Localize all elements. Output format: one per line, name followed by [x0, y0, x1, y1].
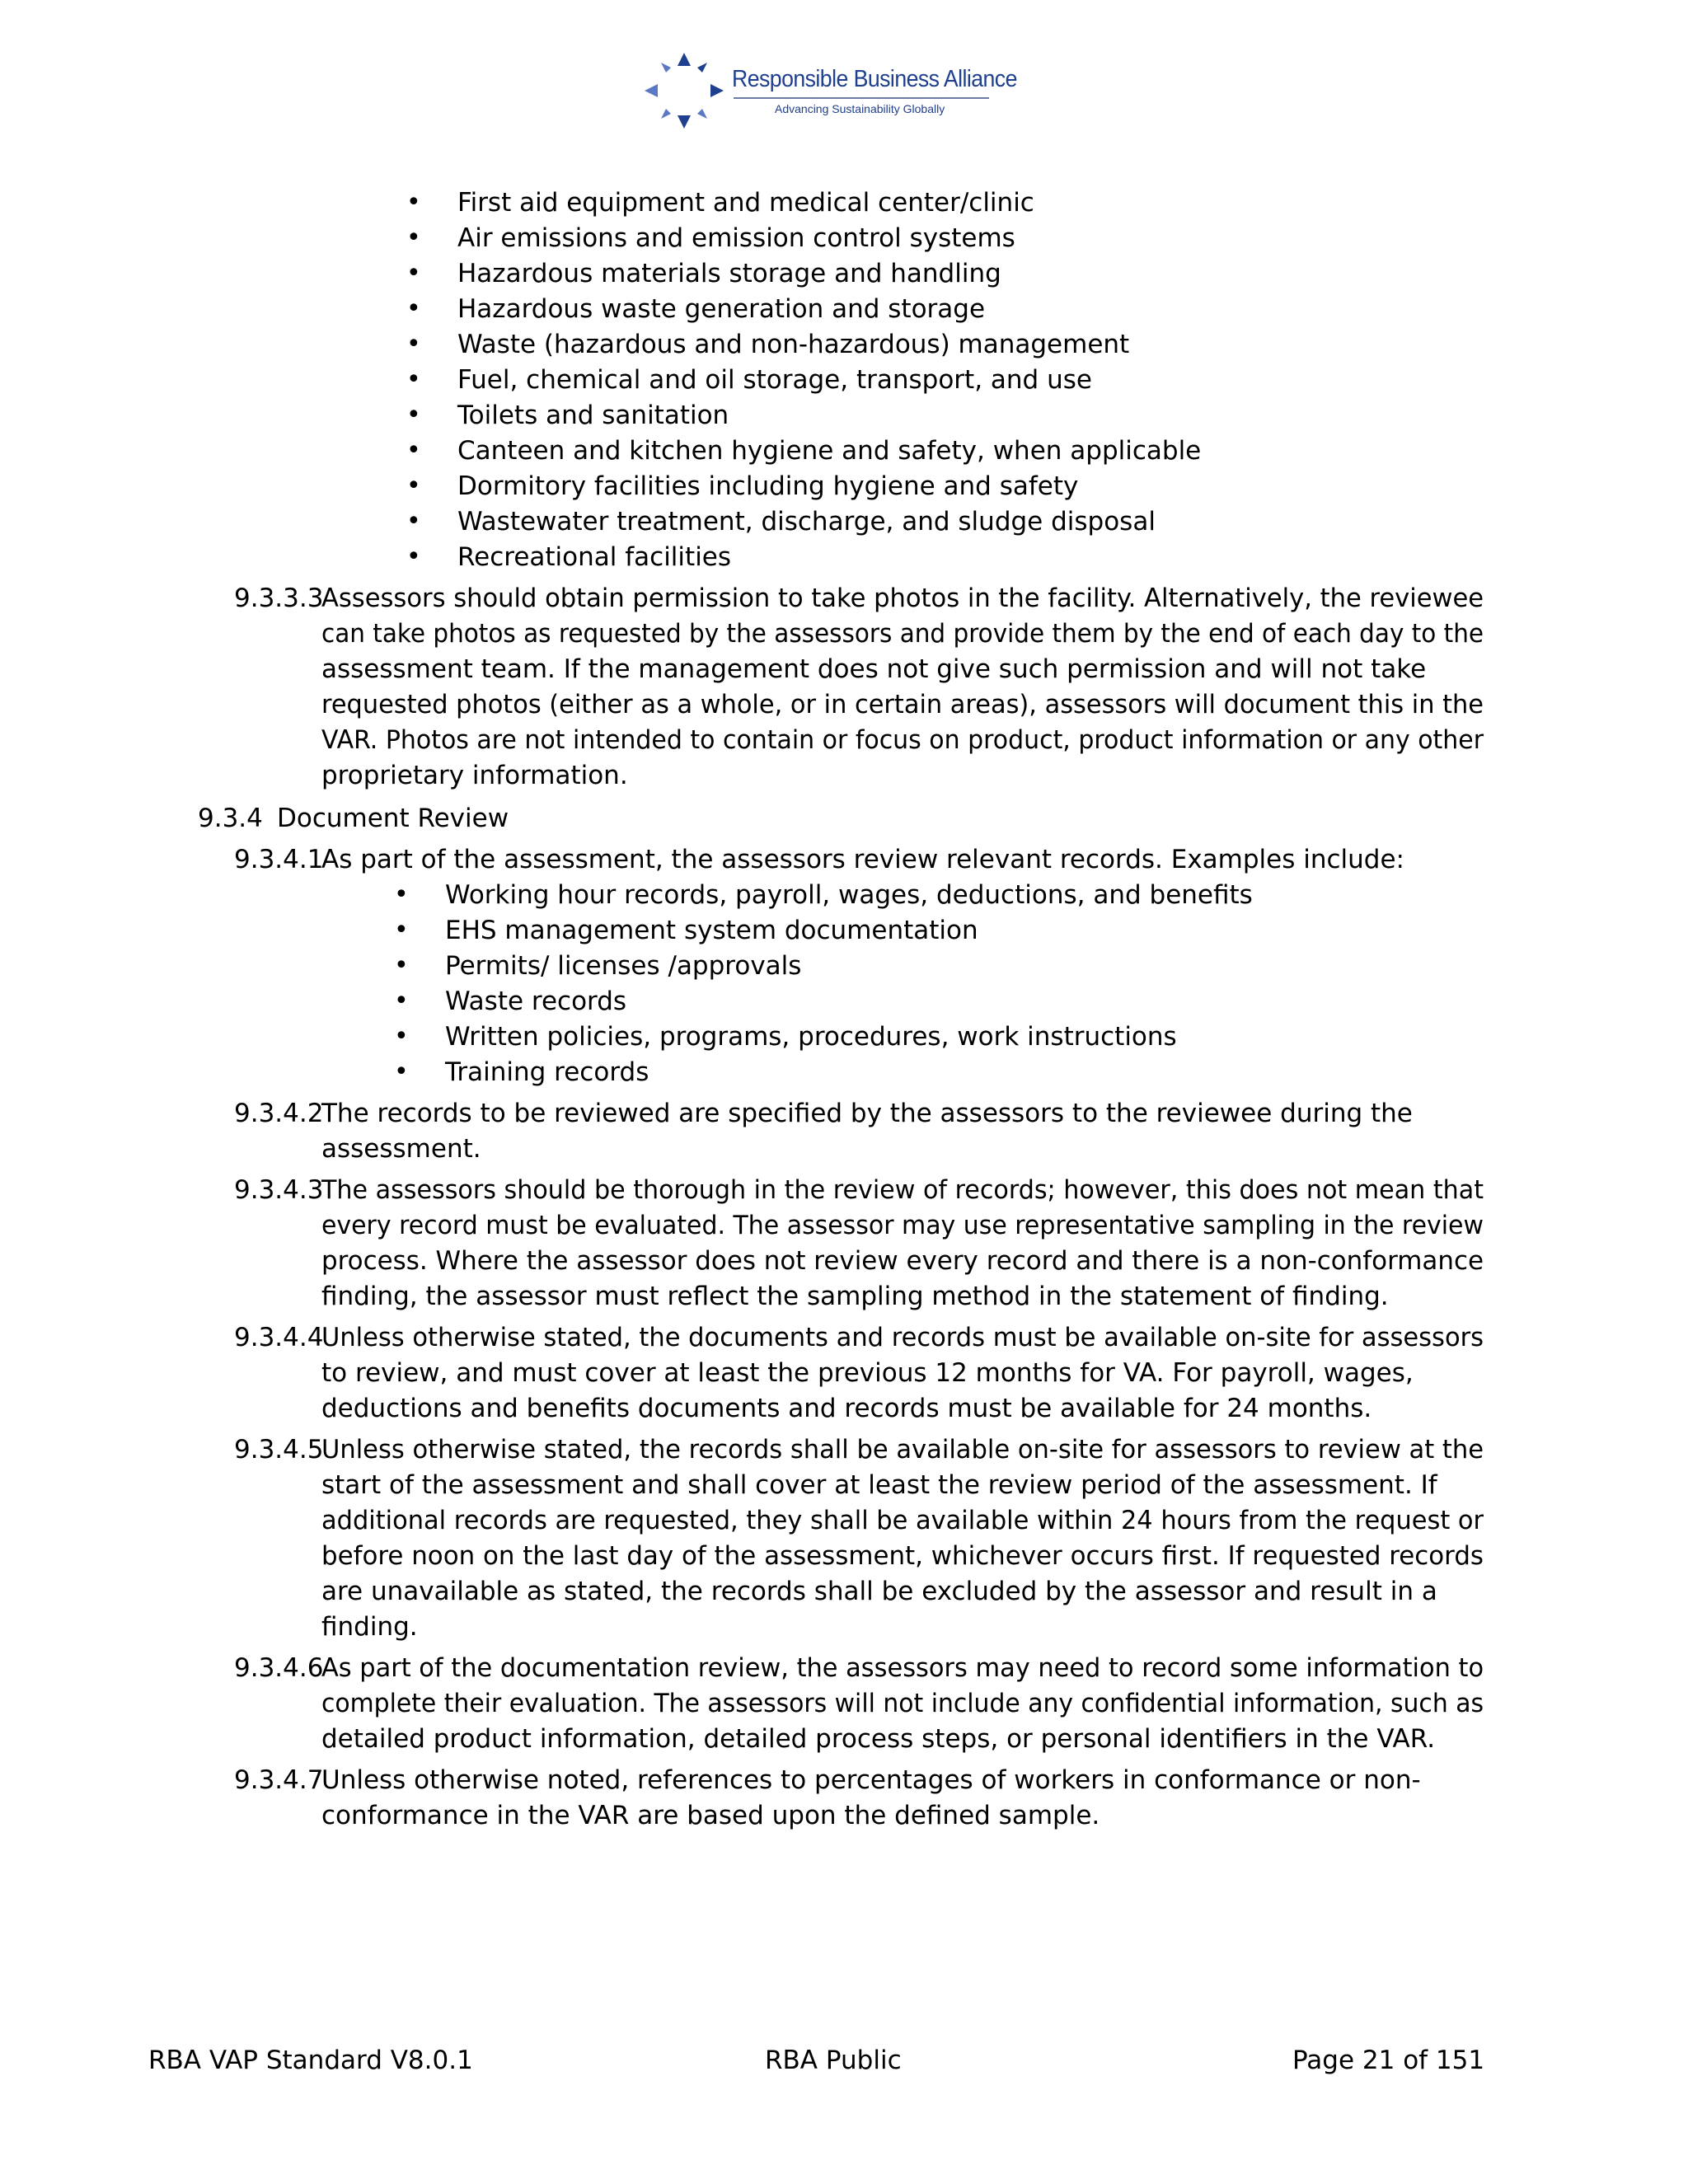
logo-divider [734, 97, 989, 99]
paragraph-line: start of the assessment and shall cover at least the review period of the assessment. If [321, 1470, 1437, 1500]
bullet-icon: • [406, 542, 421, 571]
paragraph-line: finding. [321, 1612, 418, 1642]
paragraph-line: Unless otherwise noted, references to percentages of workers in conformance or non- [321, 1765, 1421, 1795]
list-item: EHS management system documentation [445, 916, 978, 945]
paragraph-line: can take photos as requested by the assessors and provide them by the end of each day to the [321, 619, 1484, 649]
bullet-icon: • [394, 951, 409, 980]
clause-number: 9.3.4.7 [234, 1765, 324, 1795]
list-item: Permits/ licenses /approvals [445, 951, 802, 981]
footer-document-title: RBA VAP Standard V8.0.1 [148, 2046, 473, 2075]
paragraph-line: Unless otherwise stated, the records shall be available on-site for assessors to review at the [321, 1435, 1484, 1465]
paragraph-line: As part of the assessment, the assessors review relevant records. Examples include: [321, 845, 1405, 874]
bullet-icon: • [406, 259, 421, 288]
paragraph-line: Unless otherwise stated, the documents and records must be available on-site for assessors [321, 1323, 1484, 1352]
list-item: Canteen and kitchen hygiene and safety, when applicable [457, 436, 1202, 466]
bullet-icon: • [406, 223, 421, 252]
list-item: Toilets and sanitation [457, 401, 729, 430]
paragraph-line: process. Where the assessor does not review every record and there is a non-conformance [321, 1246, 1484, 1276]
clause-number: 9.3.4.3 [234, 1175, 324, 1205]
list-item: Recreational facilities [457, 542, 732, 572]
list-item: Training records [445, 1057, 649, 1087]
list-item: Waste (hazardous and non-hazardous) management [457, 330, 1130, 359]
clause-number: 9.3.4.2 [234, 1099, 324, 1128]
paragraph-line: As part of the documentation review, the assessors may need to record some information to [321, 1653, 1484, 1683]
paragraph-line: The assessors should be thorough in the review of records; however, this does not mean that [321, 1175, 1484, 1205]
list-item: Hazardous materials storage and handling [457, 259, 1001, 288]
paragraph-line: to review, and must cover at least the previous 12 months for VA. For payroll, wages, [321, 1358, 1414, 1388]
list-item: Dormitory facilities including hygiene and safety [457, 471, 1079, 501]
paragraph-line: are unavailable as stated, the records shall be excluded by the assessor and result in a [321, 1577, 1437, 1606]
bullet-icon: • [406, 330, 421, 359]
footer-page-number: Page 21 of 151 [1292, 2046, 1485, 2075]
paragraph-line: complete their evaluation. The assessors will not include any confidential information, such as [321, 1689, 1484, 1718]
list-item: Working hour records, payroll, wages, deductions, and benefits [445, 880, 1253, 910]
list-item: Waste records [445, 987, 627, 1016]
bullet-icon: • [406, 471, 421, 500]
paragraph-line: proprietary information. [321, 761, 628, 790]
list-item: Fuel, chemical and oil storage, transport, and use [457, 365, 1092, 395]
bullet-icon: • [394, 1057, 409, 1086]
paragraph-line: detailed product information, detailed process steps, or personal identifiers in the VAR. [321, 1724, 1436, 1754]
rba-logo [643, 48, 1017, 134]
clause-number: 9.3.4.4 [234, 1323, 324, 1352]
paragraph-line: before noon on the last day of the assessment, whichever occurs first. If requested records [321, 1541, 1484, 1571]
org-tagline: Advancing Sustainability Globally [775, 102, 945, 115]
list-item: Hazardous waste generation and storage [457, 294, 986, 324]
section-number: 9.3.4 [198, 804, 263, 833]
bullet-icon: • [406, 507, 421, 536]
paragraph-line: Assessors should obtain permission to take photos in the facility. Alternatively, the reviewee [321, 583, 1484, 613]
list-item: Wastewater treatment, discharge, and sludge disposal [457, 507, 1156, 537]
paragraph-line: additional records are requested, they shall be available within 24 hours from the request or [321, 1506, 1484, 1535]
list-item: First aid equipment and medical center/clinic [457, 188, 1034, 218]
paragraph-line: requested photos (either as a whole, or in certain areas), assessors will document this in the [321, 690, 1484, 719]
paragraph-line: finding, the assessor must reflect the sampling method in the statement of finding. [321, 1282, 1389, 1311]
bullet-icon: • [406, 436, 421, 465]
clause-number: 9.3.4.5 [234, 1435, 324, 1465]
footer-classification: RBA Public [765, 2046, 902, 2075]
bullet-icon: • [394, 916, 409, 944]
paragraph-line: assessment. [321, 1134, 481, 1164]
list-item: Air emissions and emission control systems [457, 223, 1015, 253]
paragraph-line: deductions and benefits documents and records must be available for 24 months. [321, 1394, 1372, 1423]
bullet-icon: • [406, 294, 421, 323]
paragraph-line: every record must be evaluated. The assessor may use representative sampling in the review [321, 1211, 1484, 1240]
compass-arrows-icon [643, 48, 725, 134]
list-item: Written policies, programs, procedures, work instructions [445, 1022, 1177, 1052]
bullet-icon: • [394, 1022, 409, 1051]
paragraph-line: assessment team. If the management does not give such permission and will not take [321, 654, 1427, 684]
clause-number: 9.3.3.3 [234, 583, 324, 613]
bullet-icon: • [406, 188, 421, 217]
paragraph-line: The records to be reviewed are specified by the assessors to the reviewee during the [321, 1099, 1413, 1128]
org-name: Responsible Business Alliance [732, 66, 1017, 92]
bullet-icon: • [406, 401, 421, 429]
clause-number: 9.3.4.1 [234, 845, 324, 874]
bullet-icon: • [394, 880, 409, 909]
clause-number: 9.3.4.6 [234, 1653, 324, 1683]
paragraph-line: conformance in the VAR are based upon the defined sample. [321, 1801, 1100, 1830]
bullet-icon: • [394, 987, 409, 1015]
bullet-icon: • [406, 365, 421, 394]
paragraph-line: VAR. Photos are not intended to contain or focus on product, product information or any other [321, 725, 1484, 755]
section-title: Document Review [277, 804, 509, 833]
